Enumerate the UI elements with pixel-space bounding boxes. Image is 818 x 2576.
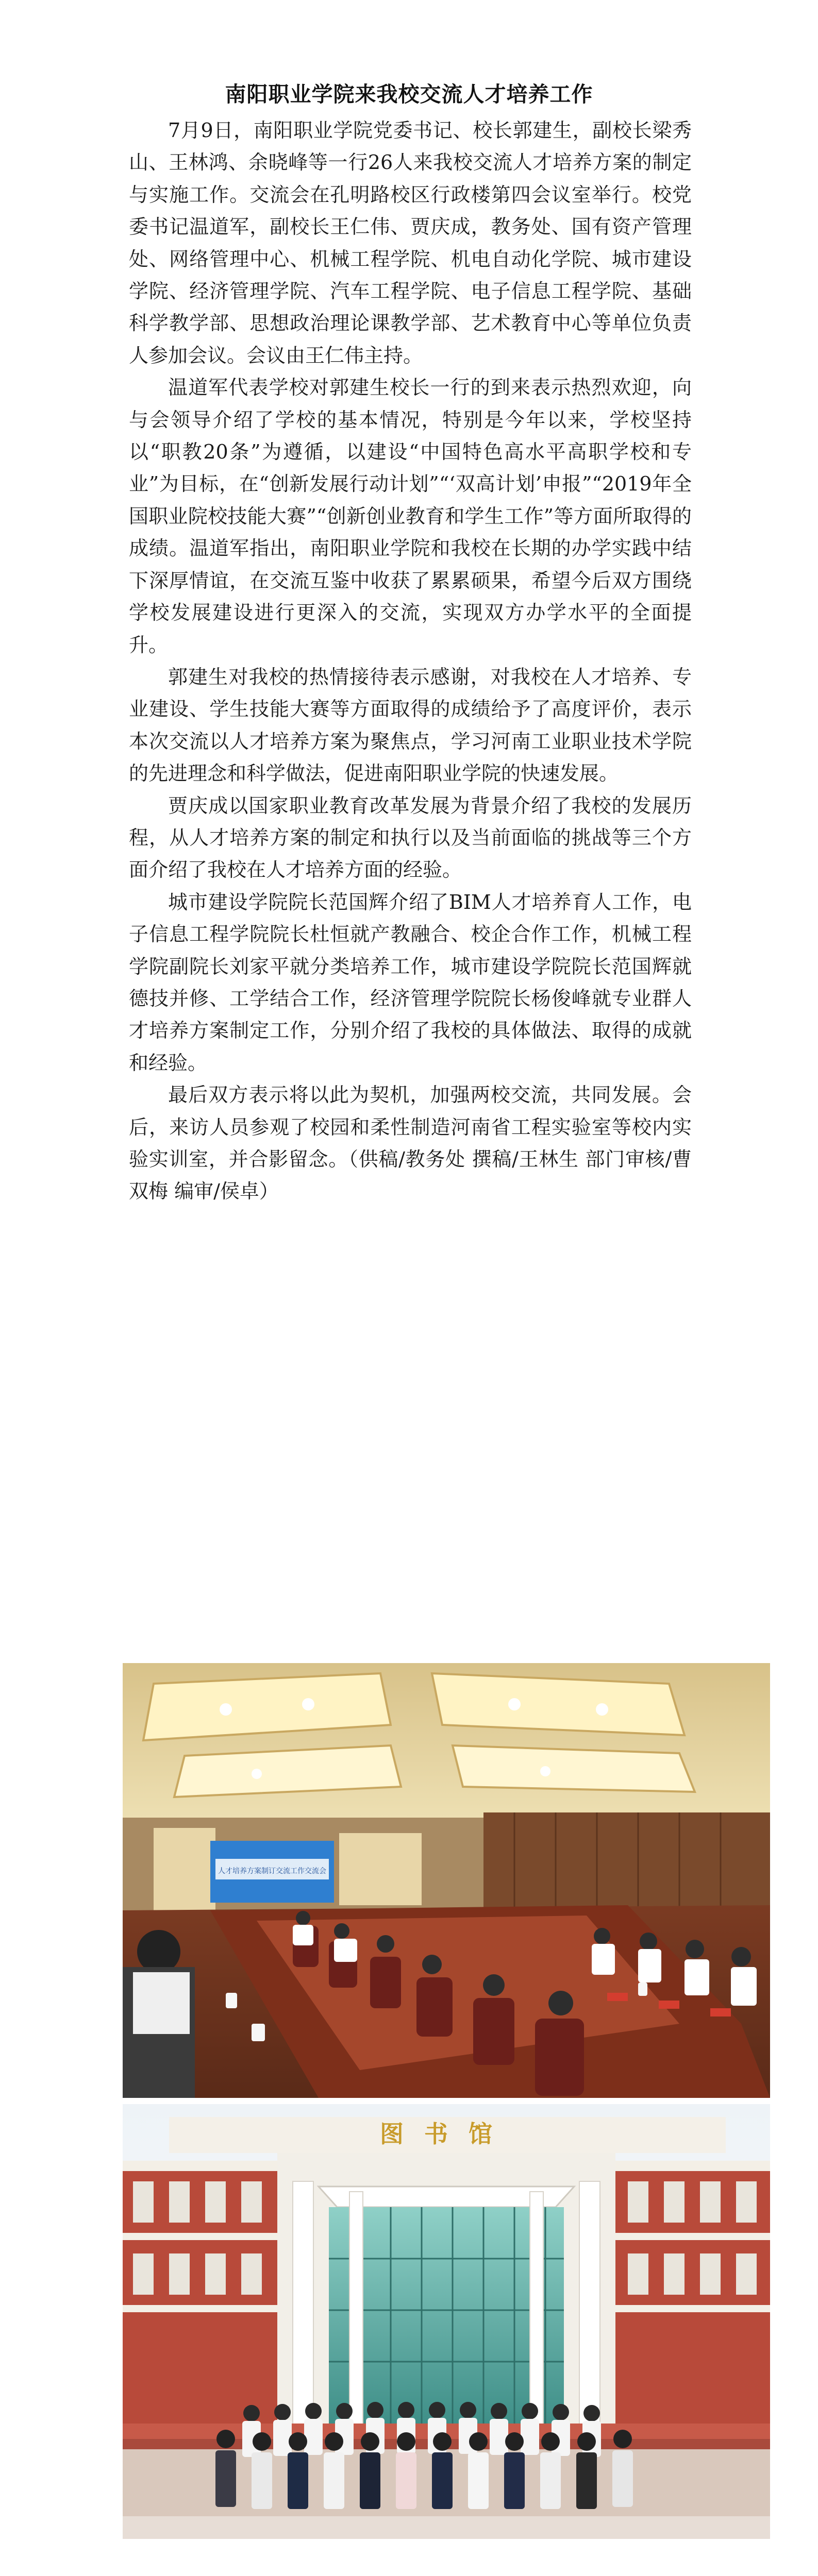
group-photo — [123, 2104, 770, 2539]
library-sign: 图书馆 — [380, 2120, 513, 2148]
meeting-room-illustration — [123, 1663, 770, 2098]
paragraph: 最后双方表示将以此为契机，加强两校交流，共同发展。会后，来访人员参观了校园和柔性制造河南省工程实验室等校内实验实训室，并合影留念。（供稿/教务处 撰稿/王林生 部门审核/曹双梅 编审/侯卓） — [129, 1083, 692, 1203]
paragraph: 7月9日，南阳职业学院党委书记、校长郭建生，副校长梁秀山、王林鸿、余晓峰等一行26人来我校交流人才培养方案的制定与实施工作。交流会在孔明路校区行政楼第四会议室举行。校党委书记温道军，副校长王仁伟、贾庆成，教务处、国有资产管理处、网络管理中心、机械工程学院、机电自动化学院、城市建设学院、经济管理学院、汽车工程学院、电子信息工程学院、基础科学教学部、思想政治理论课教学部、艺术教育中心等单位负责人参加会议。会议由王仁伟主持。 — [129, 119, 692, 367]
library-group-illustration — [123, 2104, 770, 2539]
article-body — [129, 114, 692, 1208]
paragraph: 郭建生对我校的热情接待表示感谢，对我校在人才培养、专业建设、学生技能大赛等方面取得的成绩给予了高度评价，表示本次交流以人才培养方案为聚焦点，学习河南工业职业技术学院的先进理念和科学做法，促进南阳职业学院的快速发展。 — [129, 665, 692, 785]
screen-text: 人才培养方案制订交流工作交流会 — [218, 1867, 326, 1875]
paragraph: 贾庆成以国家职业教育改革发展为背景介绍了我校的发展历程，从人才培养方案的制定和执行以及当前面临的挑战等三个方面介绍了我校在人才培养方面的经验。 — [129, 794, 692, 882]
article-title: 南阳职业学院来我校交流人才培养工作 — [225, 82, 593, 107]
paragraph: 城市建设学院院长范国辉介绍了BIM人才培养育人工作，电子信息工程学院院长杜恒就产教融合、校企合作工作，机械工程学院副院长刘家平就分类培养工作，城市建设学院院长范国辉就德技并修、工学结合工作，经济管理学院院长杨俊峰就专业群人才培养方案制定工作，分别介绍了我校的具体做法、取得的成就和经验。 — [129, 890, 692, 1074]
meeting-photo — [123, 1663, 770, 2098]
paragraph: 温道军代表学校对郭建生校长一行的到来表示热烈欢迎，向与会领导介绍了学校的基本情况，特别是今年以来，学校坚持以“职教20条”为遵循，以建设“中国特色高水平高职学校和专业”为目标，在“创新发展行动计划”“‘双高计划’申报”“2019年全国职业院校技能大赛”“创新创业教育和学生工作”等方面所取得的成绩。温道军指出，南阳职业学院和我校在长期的办学实践中结下深厚情谊，在交流互鉴中收获了累累硕果，希望今后双方围绕学校发展建设进行更深入的交流，实现双方办学水平的全面提升。 — [129, 376, 692, 656]
